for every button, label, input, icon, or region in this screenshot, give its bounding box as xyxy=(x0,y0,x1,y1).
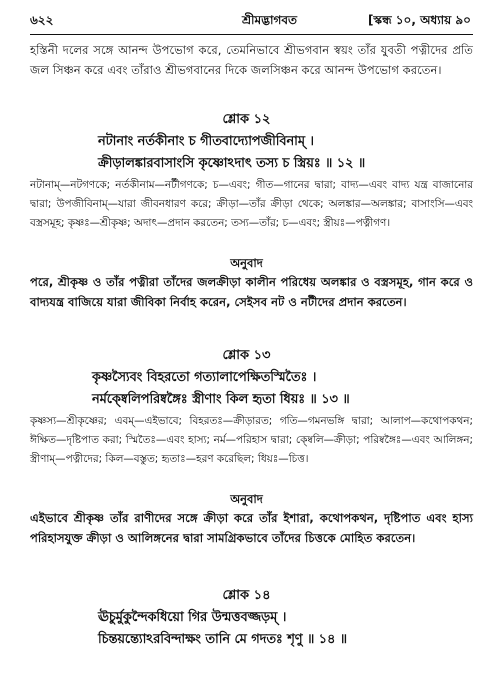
verse-13-translation: এইভাবে শ্রীকৃষ্ণ তাঁর রাণীদের সঙ্গে ক্রীড়া করে তাঁর ইশারা, কথোপকথন, দৃষ্টিপাত এবং হাস্য পরিহাসযুক্ত ক্রীড়া ও আলিঙ্গনের দ্বারা সামগ্রিকভাবে তাঁদের চিত্তকে মোহিত করতেন। xyxy=(30,511,473,545)
verse-13-text xyxy=(92,368,473,409)
header-rule xyxy=(30,34,473,35)
verse-13-line-1: কৃষ্ণস্যৈবং বিহরতো গত্যালাপেক্ষিতস্মিতৈঃ । xyxy=(92,370,317,385)
verse-14-line-1: ঊচুর্মুকুন্দৈকধিয়ো গির উন্মত্তবজ্জড়ম্ । xyxy=(98,610,287,625)
verse-12-line-2: ক্রীড়ালঙ্কারবাসাংসি কৃষ্ণোঽদাৎ তস্য চ স্ত্রিয়ঃ ॥ ১২ ॥ xyxy=(98,156,366,171)
verse-12-line-1: নটানাং নর্তকীনাং চ গীতবাদ্যোপজীবিনাম্ । xyxy=(98,134,314,149)
verse-14-line-2: চিন্তয়ন্ত্যোঽরবিন্দাক্ষং তানি মে গদতঃ শৃণু ॥ ১৪ ॥ xyxy=(98,632,347,647)
page-number: ৬২২ xyxy=(30,13,54,27)
page-header xyxy=(30,10,471,30)
verse-13-line-2: নর্মক্ষ্বেলিপরিষ্বঙ্গৈঃ স্ত্রীণাং কিল হৃতা ধিয়ঃ ॥ ১৩ ॥ xyxy=(92,392,350,407)
verse-14-label: শ্লোক ১৪ xyxy=(222,588,271,603)
verse-12-label: শ্লোক ১২ xyxy=(222,112,271,127)
verse-13-translation-label: অনুবাদ xyxy=(230,492,263,506)
book-title: শ্রীমদ্ভাগবত xyxy=(242,13,298,27)
verse-12-translation-label: অনুবাদ xyxy=(230,256,263,270)
verse-12-translation: পরে, শ্রীকৃষ্ণ ও তাঁর পত্নীরা তাঁদের জলক্রীড়া কালীন পরিধেয় অলঙ্কার ও বস্ত্রসমূহ, গান করে ও বাদ্যযন্ত্র বাজিয়ে যারা জীবিকা নির্বাহ করেন, সেইসব নট ও নটীদের প্রদান করতেন। xyxy=(30,275,473,309)
verse-14-text xyxy=(98,608,473,649)
verse-13-label: শ্লোক ১৩ xyxy=(222,348,271,363)
verse-12-text xyxy=(98,132,473,173)
verse-12-word-meanings: নটানাম্—নটগণকে; নর্তকীনাম—নর্টীগণকে; চ—এবং; গীত—গানের দ্বারা; বাদ্য—এবং বাদ্য যন্ত্র বাজানোর দ্বারা; উপজীবিনাম্—যারা জীবনধারণ করে; ক্রীড়া—তাঁর ক্রীড়া থেকে; অলঙ্কার—অলঙ্কার; বাসাংসি—এবং বস্ত্রসমূহ; কৃষ্ণঃ—শ্রীকৃষ্ণ; অদাৎ—প্রদান করতেন; তস্য—তাঁর; চ—এবং; স্ত্রীয়ঃ—পত্নীগণ। xyxy=(30,179,473,229)
chapter-reference: [স্কন্ধ ১০, অধ্যায় ৯০ xyxy=(367,13,471,27)
intro-paragraph: হস্তিনী দলের সঙ্গে আনন্দ উপভোগ করে, তেমনিভাবে শ্রীভগবান স্বয়ং তাঁর যুবতী পত্নীদের প্রতি জল সিঞ্চন করে এবং তাঁরাও শ্রীভগবানের দিকে জলসিঞ্চন করে আনন্দ উপভোগ করতেন। xyxy=(30,43,473,77)
verse-13-word-meanings: কৃষ্ণস্য—শ্রীকৃষ্ণের; এবম্—এইভাবে; বিহরতঃ—ক্রীড়ারত; গতি—গমনভঙ্গি দ্বারা; আলাপ—কথোপকথন; ঈক্ষিত—দৃষ্টিপাত করা; স্মিতৈঃ—এবং হাস্য; নর্ম—পরিহাস দ্বারা; ক্ষ্বেলি—ক্রীড়া; পরিষ্বঙ্গৈঃ—এবং আলিঙ্গন; স্ত্রীণাম্—পত্নীদের; কিল—বস্তুত; হৃতাঃ—হরণ করেছিল; ধিয়ঃ—চিত্ত। xyxy=(30,415,473,465)
